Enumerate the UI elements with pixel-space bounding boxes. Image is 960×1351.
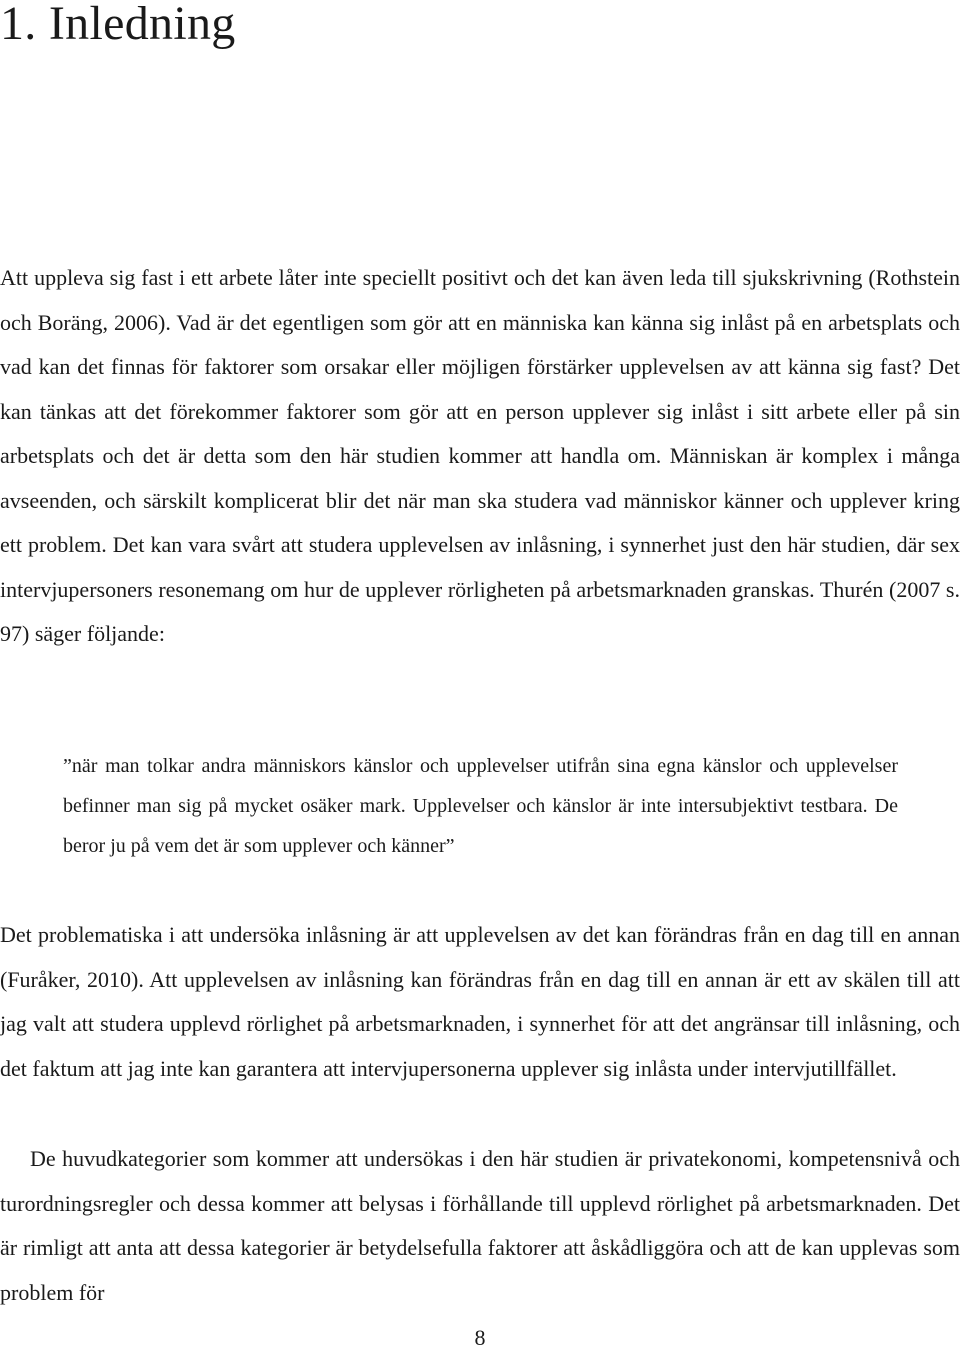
intro-paragraph: Att uppleva sig fast i ett arbete låter inte speciellt positivt och det kan även leda till sjukskrivning (Rothstein och Boräng, 2006). Vad är det egentligen som gör att en människa kan känna sig inlåst på en arbetsplats och vad kan det finnas för faktorer som orsakar eller möjligen förstärker upplevelsen av att känna sig fast? Det kan tänkas att det förekommer faktorer som gör att en person upplever sig inlåst i sitt arbete eller på sin arbetsplats och det är detta som den här studien kommer att handla om. Människan är komplex i många avseenden, och särskilt komplicerat blir det när man ska studera vad människor känner och upplever kring ett problem. Det kan vara svårt att studera upplevelsen av inlåsning, i synnerhet just den här studien, där sex intervjupersoners resonemang om hur de upplever rörligheten på arbetsmarknaden granskas. Thurén (2007 s. 97) säger följande: <box>0 265 960 646</box>
section-heading: 1. Inledning <box>0 0 236 50</box>
second-paragraph: Det problematiska i att undersöka inlåsning är att upplevelsen av det kan förändras från en dag till en annan (Furåker, 2010). Att upplevelsen av inlåsning kan förändras från en dag till en annan är ett av skälen till att jag valt att studera upplevd rörlighet på arbetsmarknaden, i synnerhet för att det angränsar till inlåsning, och det faktum att jag inte kan garantera att intervjupersonerna upplever sig inlåsta under intervjutillfället. <box>0 922 960 1081</box>
third-paragraph: De huvudkategorier som kommer att undersökas i den här studien är privatekonomi, kompetensnivå och turordningsregler och dessa kommer att belysas i förhållande till upplevd rörlighet på arbetsmarknaden. Det är rimligt att anta att dessa kategorier är betydelsefulla faktorer att åskådliggöra och att de kan upplevas som problem för <box>0 1146 960 1305</box>
block-quote: ”när man tolkar andra människors känslor och upplevelser utifrån sina egna känslor och upplevelser befinner man sig på mycket osäker mark. Upplevelser och känslor är inte intersubjektivt testbara. De beror ju på vem det är som upplever och känner” <box>63 755 898 857</box>
page-number: 8 <box>474 1325 486 1350</box>
